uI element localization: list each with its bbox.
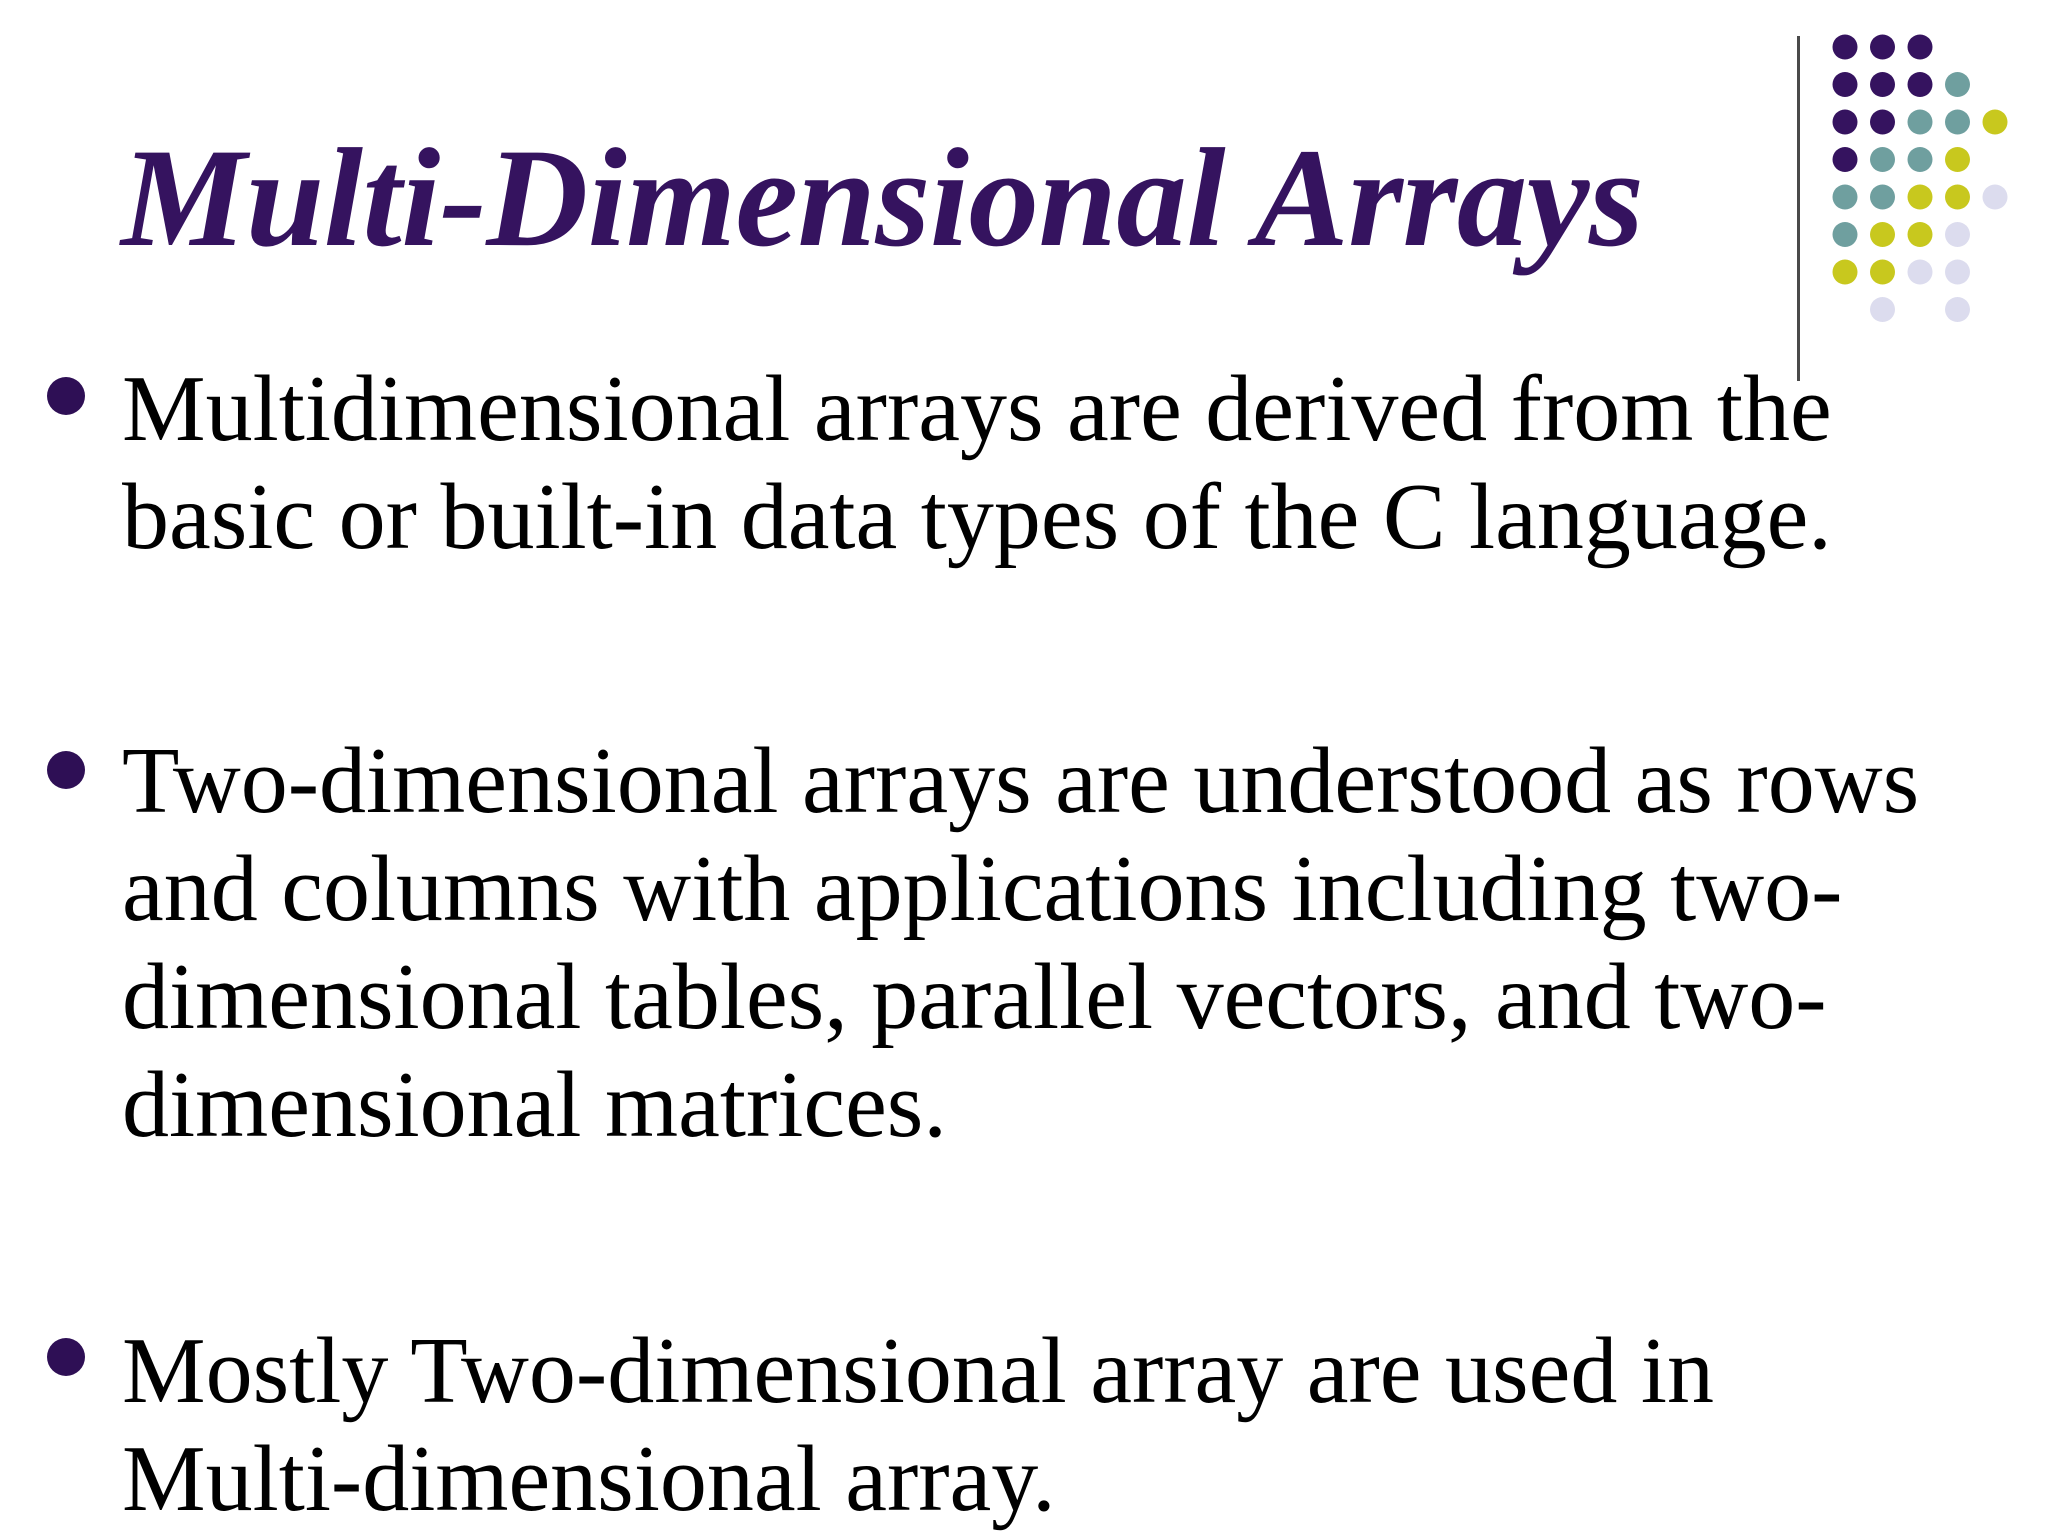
bullet-line: dimensional tables, parallel vectors, and two- [122, 945, 1827, 1049]
bullet-marker [47, 1338, 85, 1376]
bullet-line: Multidimensional arrays are derived from the [122, 357, 1832, 461]
bullet-line: dimensional matrices. [122, 1053, 947, 1157]
bullet-marker [47, 377, 85, 415]
slide-title: Multi-Dimensional Arrays [121, 120, 1644, 276]
bullet-text [122, 727, 1922, 1159]
bullet-line: Multi-dimensional array. [122, 1427, 1056, 1531]
bullet-line: Mostly Two-dimensional array are used in [122, 1319, 1714, 1423]
bullet-line: Two-dimensional arrays are understood as rows [122, 729, 1920, 833]
bullet-text [122, 1317, 1922, 1533]
bullet-line: basic or built-in data types of the C language. [122, 465, 1832, 569]
bullet-text [122, 355, 1922, 571]
bullet-line: and columns with applications including two- [122, 837, 1843, 941]
bullet-marker [47, 751, 85, 789]
